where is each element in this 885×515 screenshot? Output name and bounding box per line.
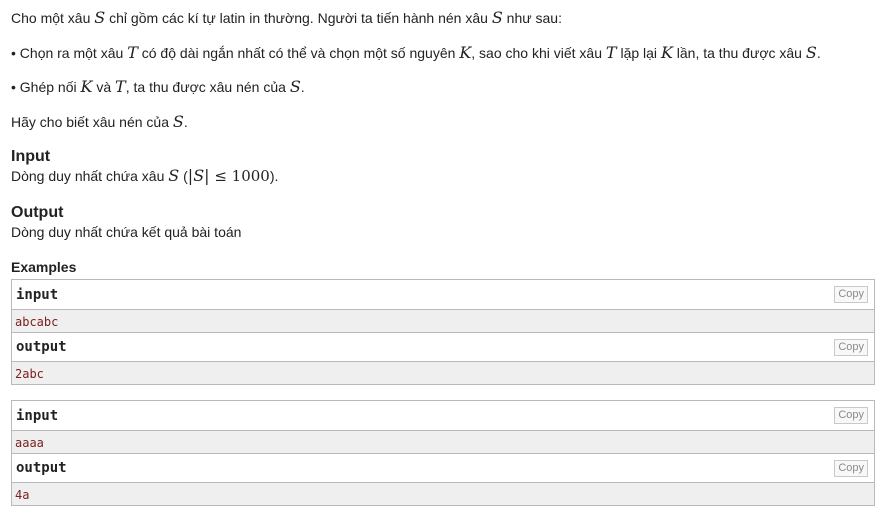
copy-button[interactable]: Copy [834, 339, 868, 356]
text: . [816, 45, 821, 61]
example-output-label: output [16, 460, 67, 476]
math-var: S [168, 166, 180, 185]
text: lặp lại [616, 45, 661, 61]
math-number: 1000 [231, 167, 270, 185]
text: , ta thu được xâu nén của [125, 79, 290, 95]
example-output-value: 4a [12, 483, 874, 505]
text: . [183, 114, 188, 130]
math-var: S [289, 77, 301, 96]
math-var: S [172, 112, 184, 131]
example-block-2 [11, 400, 875, 506]
text: • Chọn ra một xâu [11, 45, 128, 61]
text: • Ghép nối [11, 79, 81, 95]
example-output-label: output [16, 339, 67, 355]
output-section-text: Dòng duy nhất chứa kết quả bài toán [11, 224, 242, 240]
statement-bullet-2 [11, 77, 305, 97]
copy-button[interactable]: Copy [834, 407, 868, 424]
text: , sao cho khi viết xâu [471, 45, 606, 61]
text: chỉ gồm các kí tự latin in thường. Người ta tiến hành nén xâu [105, 10, 492, 26]
math-op: ≤ [209, 167, 232, 185]
math-var: K [660, 43, 673, 62]
text: như sau: [502, 10, 562, 26]
copy-button[interactable]: Copy [834, 460, 868, 477]
example-input-label: input [16, 286, 59, 303]
example-block-1 [11, 279, 875, 385]
example-output-header [12, 332, 874, 362]
text: ( [179, 168, 188, 184]
math-var: S [805, 43, 817, 62]
statement-bullet-1 [11, 43, 821, 63]
text: Dòng duy nhất chứa xâu [11, 168, 169, 184]
text: Hãy cho biết xâu nén của [11, 114, 173, 130]
example-input-header [12, 401, 874, 431]
statement-question [11, 112, 188, 132]
example-output-header [12, 453, 874, 483]
example-output-value: 2abc [12, 362, 874, 384]
examples-title: Examples [11, 259, 77, 275]
text: Cho một xâu [11, 10, 95, 26]
output-section-title: Output [11, 204, 64, 221]
text: và [92, 79, 116, 95]
math-var: K [80, 77, 93, 96]
text: có độ dài ngắn nhất có thể và chọn một số nguyên [137, 45, 460, 61]
input-section [11, 148, 278, 186]
math-expr: |S| [187, 166, 210, 185]
math-var: S [94, 8, 106, 27]
example-input-label: input [16, 407, 59, 424]
text: lần, ta thu được xâu [672, 45, 806, 61]
math-var: T [115, 77, 126, 96]
math-var: K [459, 43, 472, 62]
text: . [300, 79, 305, 95]
input-section-title: Input [11, 148, 51, 165]
example-input-header [12, 280, 874, 310]
text: ). [269, 168, 279, 184]
math-var: T [605, 43, 617, 62]
statement-paragraph [11, 8, 562, 28]
input-section-text [11, 166, 278, 186]
example-input-value: aaaa [12, 431, 874, 453]
copy-button[interactable]: Copy [834, 286, 868, 303]
output-section [11, 204, 241, 242]
math-var: T [127, 43, 138, 62]
math-var: S [491, 8, 503, 27]
example-input-value: abcabc [12, 310, 874, 332]
